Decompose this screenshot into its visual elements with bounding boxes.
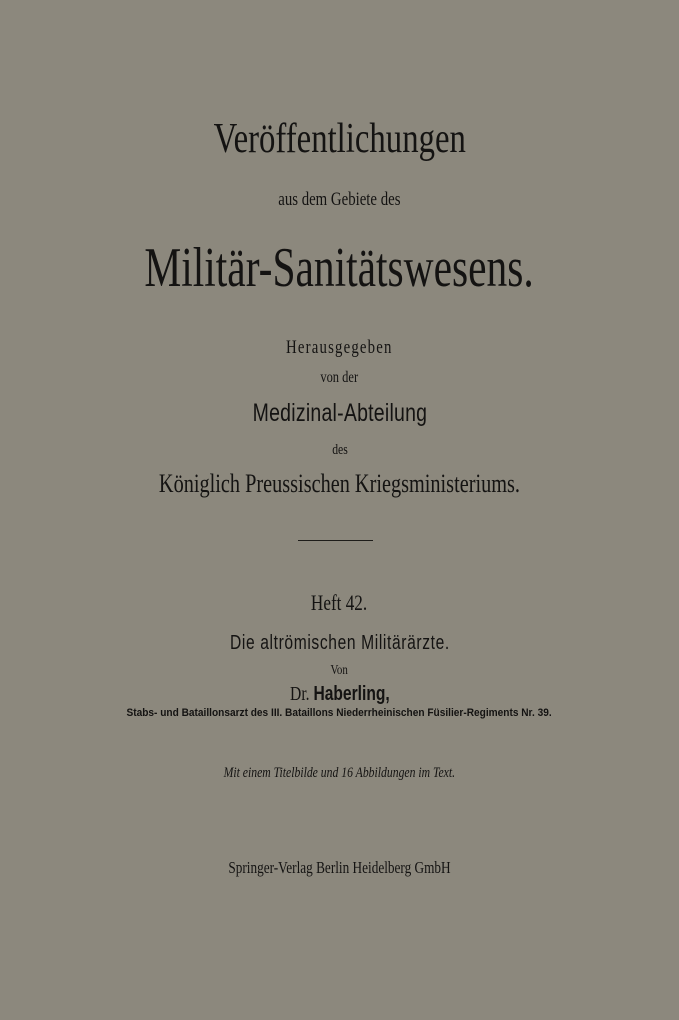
series-subtitle: aus dem Gebiete des bbox=[278, 189, 401, 210]
author bbox=[0, 684, 679, 704]
illustrations-note: Mit einem Titelbilde und 16 Abbildungen im Text. bbox=[223, 765, 456, 781]
editor-von: von der bbox=[320, 369, 359, 386]
publisher: Springer-Verlag Berlin Heidelberg GmbH bbox=[228, 858, 451, 877]
series-main-title: Militär-Sanitätswesens. bbox=[144, 237, 535, 299]
book-title: Die altrömischen Militärärzte. bbox=[229, 632, 450, 654]
author-name: Haberling, bbox=[313, 683, 390, 705]
by-line: Von bbox=[330, 663, 349, 678]
issue-number: Heft 42. bbox=[311, 590, 368, 615]
author-prefix: Dr. bbox=[289, 683, 314, 705]
series-title: Veröffentlichungen bbox=[213, 116, 466, 162]
editor-intro: Herausgegeben bbox=[286, 337, 393, 358]
editor-name: Medizinal-Abteilung bbox=[252, 399, 427, 427]
author-affiliation: Stabs- und Bataillonsarzt des III. Bataillons Niederrheinischen Füsilier-Regiments Nr. 39. bbox=[126, 707, 553, 719]
editor-des: des bbox=[331, 442, 348, 458]
divider-rule bbox=[298, 540, 373, 541]
editor-ministry: Königlich Preussischen Kriegsministeriums. bbox=[158, 469, 521, 498]
